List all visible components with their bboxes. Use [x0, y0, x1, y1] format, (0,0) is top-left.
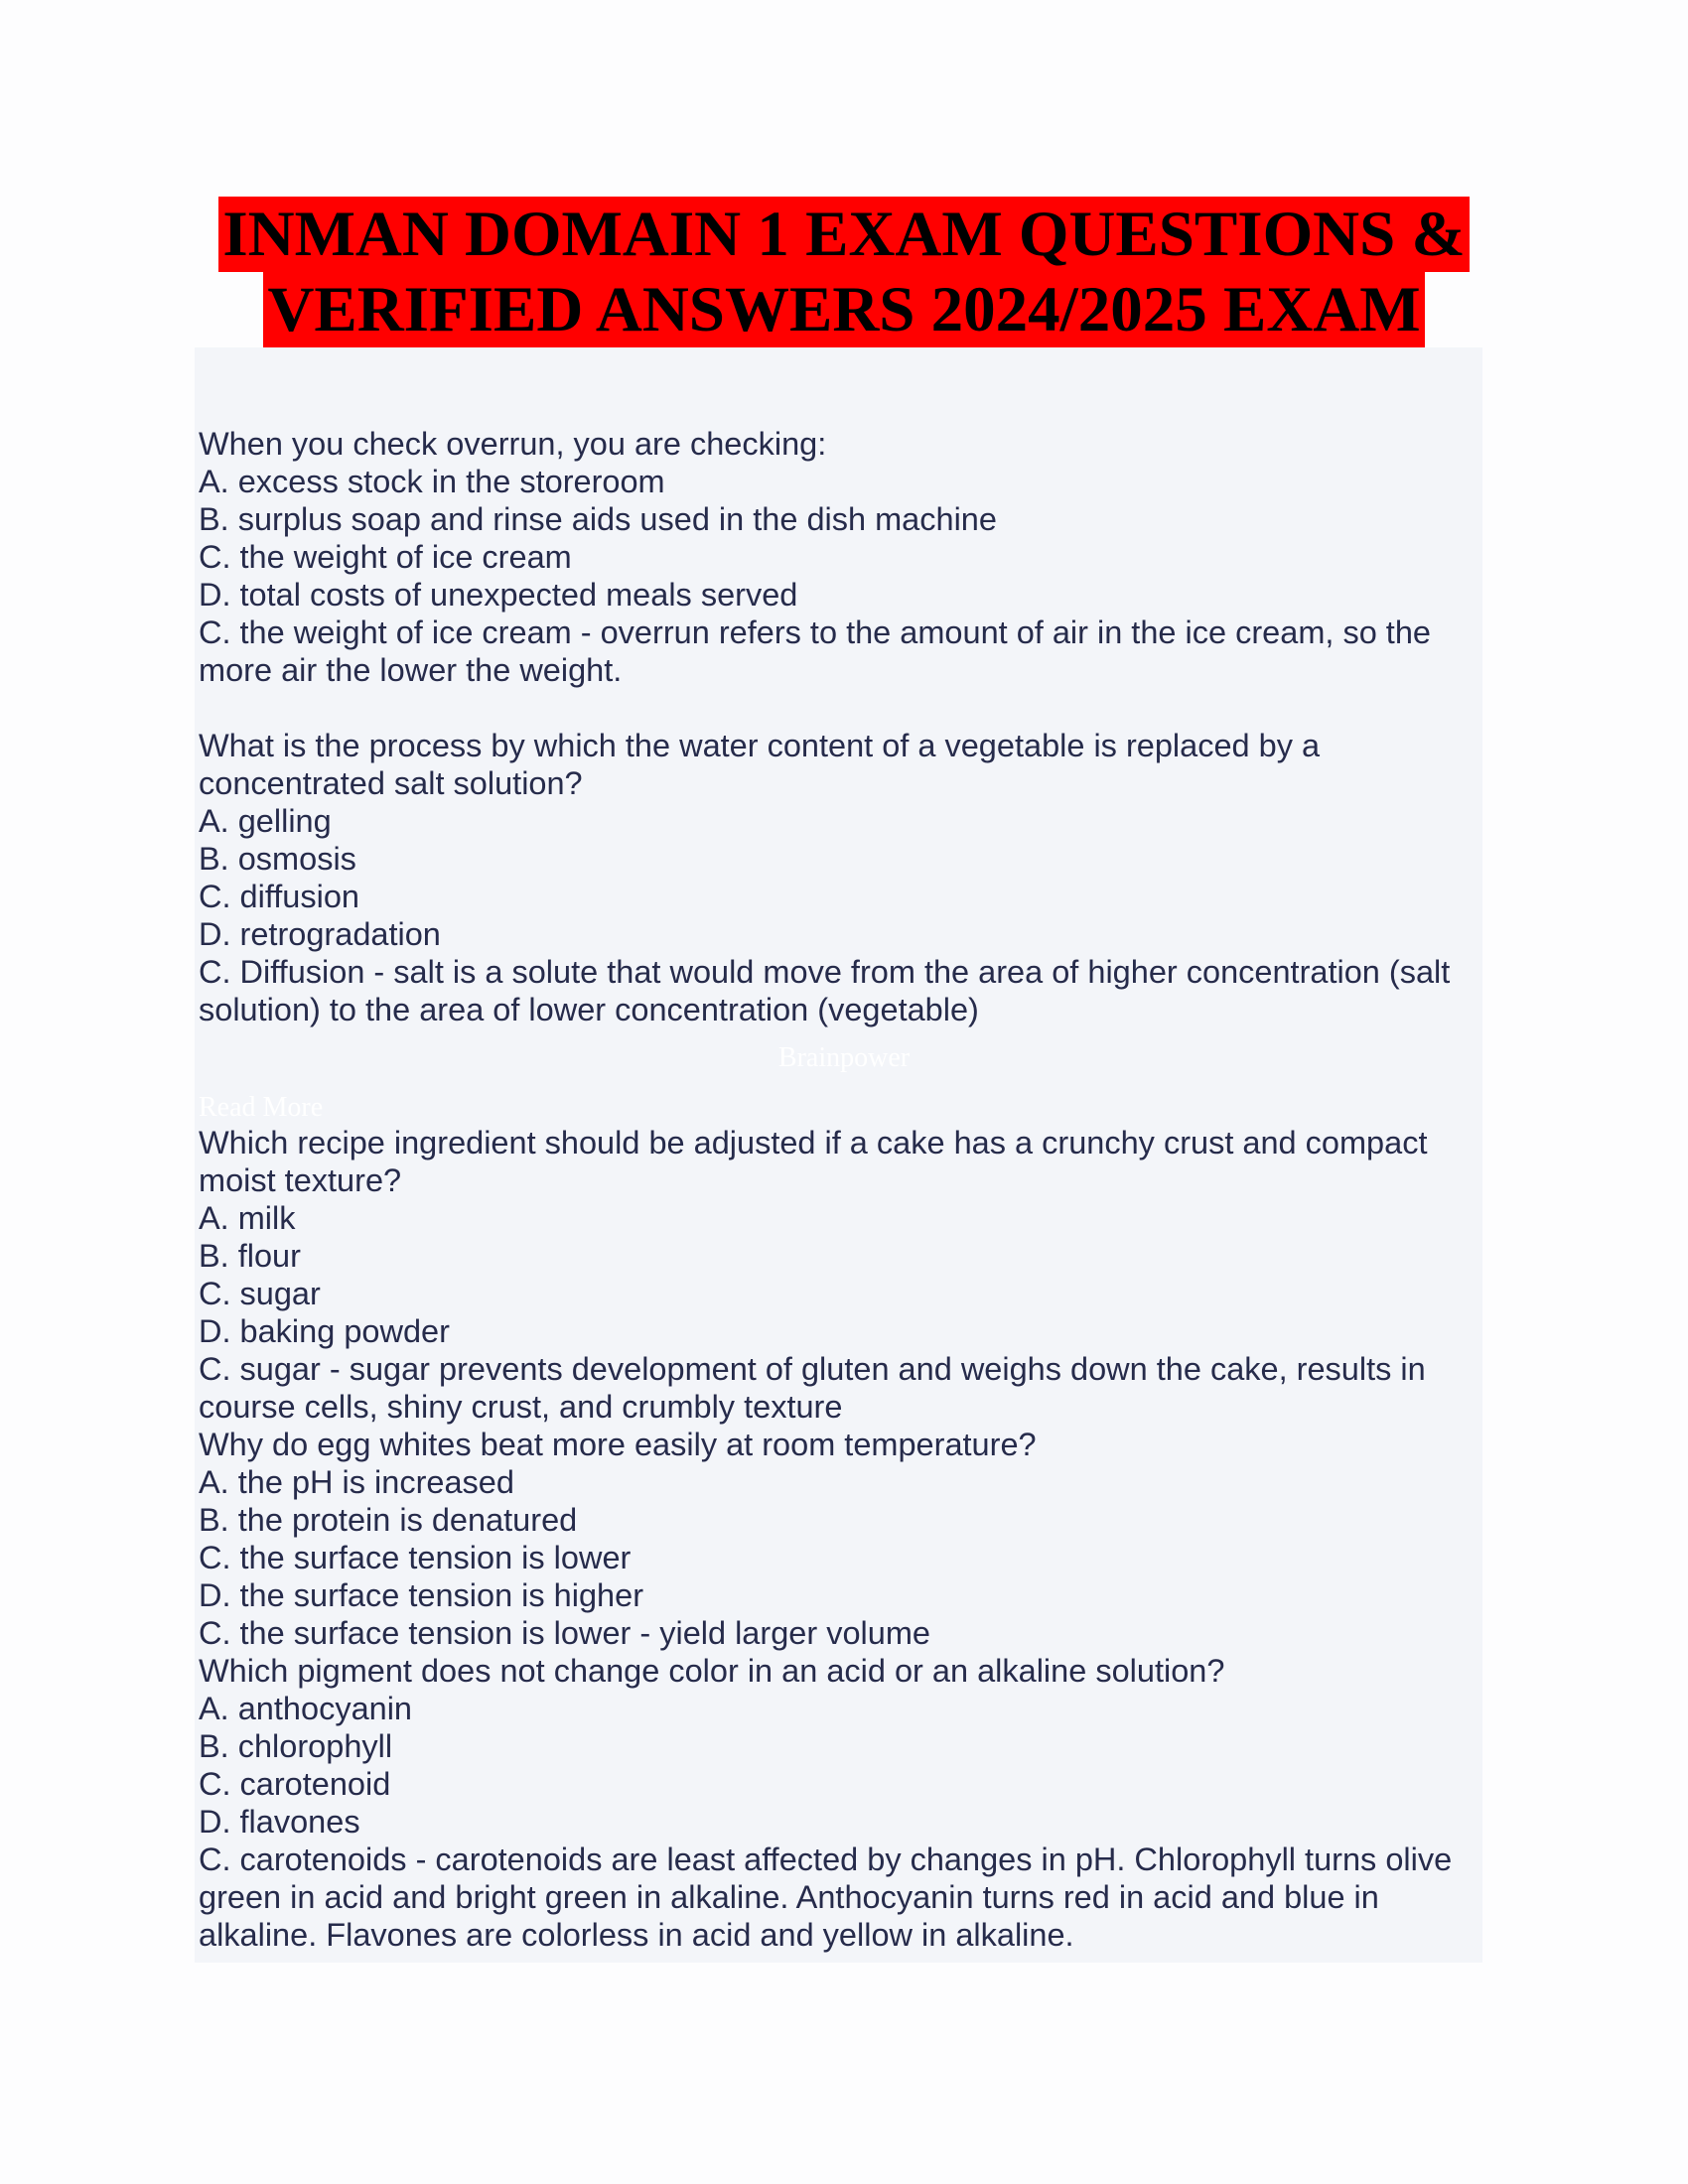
question-5: Which pigment does not change color in an acid or an alkaline solution?: [199, 1653, 1225, 1689]
q5-option-a: A. anthocyanin: [199, 1691, 413, 1726]
q2-option-c: C. diffusion: [199, 879, 359, 914]
q1-option-d: D. total costs of unexpected meals served: [199, 577, 798, 613]
q5-option-c: C. carotenoid: [199, 1766, 391, 1802]
questions-body: [199, 425, 1479, 1954]
q5-answer: C. carotenoids - carotenoids are least affected by changes in pH. Chlorophyll turns olive: [199, 1842, 1453, 1877]
q2-option-d: D. retrogradation: [199, 916, 441, 952]
question-2: What is the process by which the water content of a vegetable is replaced by a: [199, 728, 1321, 763]
q1-option-b: B. surplus soap and rinse aids used in the dish machine: [199, 501, 997, 537]
q4-option-d: D. the surface tension is higher: [199, 1577, 644, 1613]
question-1: When you check overrun, you are checking:: [199, 426, 827, 462]
document-title: [0, 197, 1688, 347]
question-3: Which recipe ingredient should be adjusted if a cake has a crunchy crust and compact: [199, 1125, 1428, 1160]
q2-option-b: B. osmosis: [199, 841, 356, 877]
q3-option-a: A. milk: [199, 1200, 296, 1236]
question-4: Why do egg whites beat more easily at room temperature?: [199, 1427, 1037, 1462]
q5-answer-cont-2: alkaline. Flavones are colorless in acid and yellow in alkaline.: [199, 1917, 1074, 1953]
title-line-2: VERIFIED ANSWERS 2024/2025 EXAM: [263, 272, 1424, 347]
brainpower-watermark: Brainpower: [777, 1042, 911, 1073]
q1-option-a: A. excess stock in the storeroom: [199, 464, 665, 499]
q3-answer-cont: course cells, shiny crust, and crumbly texture: [199, 1389, 843, 1425]
q3-option-b: B. flour: [199, 1238, 301, 1274]
q3-answer: C. sugar - sugar prevents development of gluten and weighs down the cake, results in: [199, 1351, 1426, 1387]
q2-answer: C. Diffusion - salt is a solute that would move from the area of higher concentration (salt: [199, 954, 1451, 990]
read-more-link[interactable]: Read More: [199, 1092, 324, 1123]
q5-option-b: B. chlorophyll: [199, 1728, 393, 1764]
q2-answer-cont: solution) to the area of lower concentration (vegetable): [199, 992, 979, 1027]
q2-option-a: A. gelling: [199, 803, 332, 839]
q4-option-c: C. the surface tension is lower: [199, 1540, 632, 1575]
q4-option-a: A. the pH is increased: [199, 1464, 514, 1500]
q3-option-c: C. sugar: [199, 1276, 321, 1311]
q4-answer: C. the surface tension is lower - yield larger volume: [199, 1615, 930, 1651]
q5-answer-cont: green in acid and bright green in alkaline. Anthocyanin turns red in acid and blue in: [199, 1879, 1379, 1915]
q3-option-d: D. baking powder: [199, 1313, 450, 1349]
q4-option-b: B. the protein is denatured: [199, 1502, 578, 1538]
question-2-cont: concentrated salt solution?: [199, 765, 583, 801]
question-3-cont: moist texture?: [199, 1162, 402, 1198]
q1-answer-cont: more air the lower the weight.: [199, 652, 623, 688]
q1-option-c: C. the weight of ice cream: [199, 539, 572, 575]
title-line-1: INMAN DOMAIN 1 EXAM QUESTIONS &: [218, 197, 1469, 272]
q5-option-d: D. flavones: [199, 1804, 360, 1840]
q1-answer: C. the weight of ice cream - overrun refers to the amount of air in the ice cream, so the: [199, 614, 1431, 650]
